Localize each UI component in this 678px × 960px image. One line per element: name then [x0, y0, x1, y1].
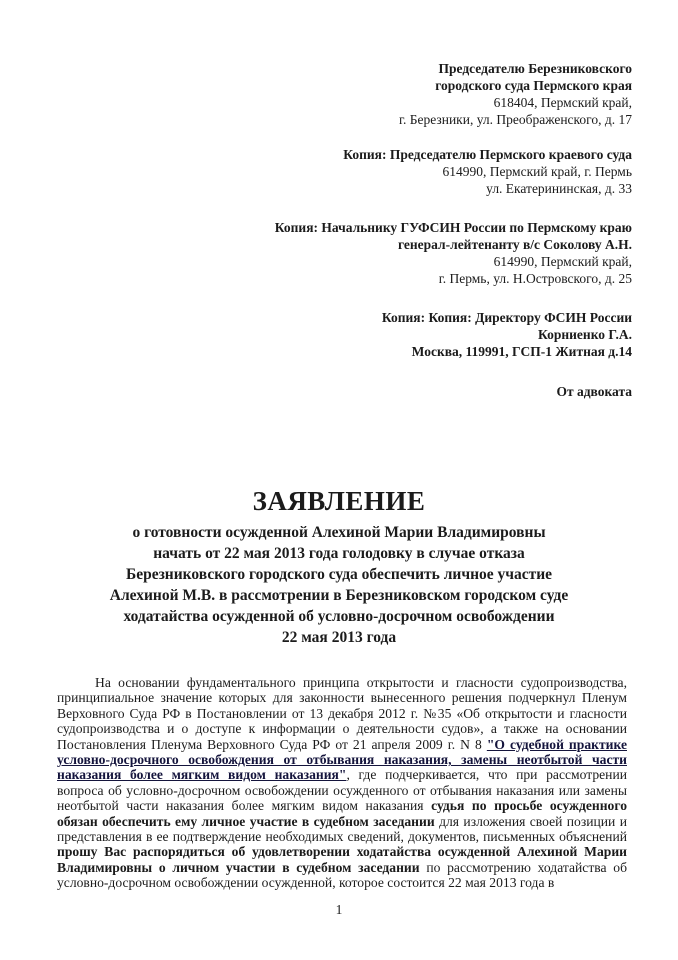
- recipient-line: ул. Екатерининская, д. 33: [486, 181, 632, 196]
- subtitle-line: 22 мая 2013 года: [281, 629, 397, 646]
- citation-link[interactable]: "О судебной практике условно-досрочного освобождения от отбывания наказания, замены неотбытой части наказания более мягким видом наказания": [57, 736, 627, 783]
- recipient-line: г. Пермь, ул. Н.Островского, д. 25: [438, 271, 632, 286]
- recipient-line: городского суда Пермского края: [435, 78, 632, 93]
- recipient-line: Председателю Березниковского: [438, 61, 632, 76]
- recipient-line: 618404, Пермский край,: [493, 95, 632, 110]
- recipient-block-fsin: [0, 309, 632, 360]
- recipient-line: Москва, 119991, ГСП-1 Житная д.14: [411, 344, 632, 359]
- recipient-line: г. Березники, ул. Преображенского, д. 17: [398, 112, 632, 127]
- subtitle-line: Алехиной М.В. в рассмотрении в Березниковском городском суде: [109, 587, 569, 604]
- body-segment: , где подчеркивается, что при рассмотрении вопроса об условно-досрочном освобождении осужденного от отбывания наказания или замены неотбытой части наказания более мягким видом наказания: [57, 767, 627, 814]
- body-section: [57, 675, 627, 891]
- page-number: 1: [335, 901, 343, 917]
- document-subtitle: [0, 522, 678, 648]
- subtitle-line: ходатайства осужденной об условно-досрочном освобождении: [123, 608, 555, 625]
- body-segment-bold: судья по просьбе осужденного обязан обеспечить ему личное участие в судебном заседании: [57, 798, 627, 829]
- body-paragraph: [57, 675, 627, 891]
- subtitle-line: о готовности осужденной Алехиной Марии Владимировны: [132, 524, 546, 541]
- recipient-line: Копия: Копия: Директору ФСИН России: [381, 310, 632, 325]
- body-segment: На основании фундаментального принципа открытости и гласности судопроизводства, принципиальное значение которых для законности вынесенного решения подчеркнул Пленум Верховного Суда РФ в Постановлении от 13 декабря 2012 г. №35 «Об открытости и гласности судопроизводства и о доступе к информации о деятельности судов», а также на основании Постановления Пленума Верховного Суда РФ от 21 апреля 2009 г. N 8: [57, 675, 627, 752]
- recipients-section: [0, 0, 678, 360]
- from-label: От адвоката: [556, 384, 632, 399]
- recipient-line: 614990, Пермский край,: [493, 254, 632, 269]
- subtitle-line: Березниковского городского суда обеспечить личное участие: [125, 566, 553, 583]
- recipient-block-regional-court: [0, 146, 632, 197]
- recipient-line: Копия: Председателю Пермского краевого суда: [343, 147, 632, 162]
- subtitle-line: начать от 22 мая 2013 года голодовку в случае отказа: [153, 545, 525, 562]
- recipient-block-court: [0, 60, 632, 128]
- recipient-line: генерал-лейтенанту в/с Соколову А.Н.: [397, 237, 632, 252]
- recipient-line: 614990, Пермский край, г. Пермь: [442, 164, 632, 179]
- recipient-block-gufsin: [0, 219, 632, 287]
- document-title: ЗАЯВЛЕНИЕ: [252, 486, 426, 516]
- body-segment: по рассмотрению ходатайства об условно-досрочном освобождении осужденной, которое состоится 22 мая 2013 года в: [57, 859, 627, 891]
- recipient-line: Копия: Начальнику ГУФСИН России по Пермскому краю: [274, 220, 632, 235]
- recipient-line: Корниенко Г.А.: [538, 327, 632, 342]
- body-segment: для изложения своей позиции и представления в ее подтверждение необходимых сведений, документов, письменных объяснений: [57, 813, 627, 845]
- body-segment-bold: прошу Вас распорядиться об удовлетворении ходатайства осужденной Алехиной Марии Владимировны о личном участии в судебном заседании: [57, 844, 627, 875]
